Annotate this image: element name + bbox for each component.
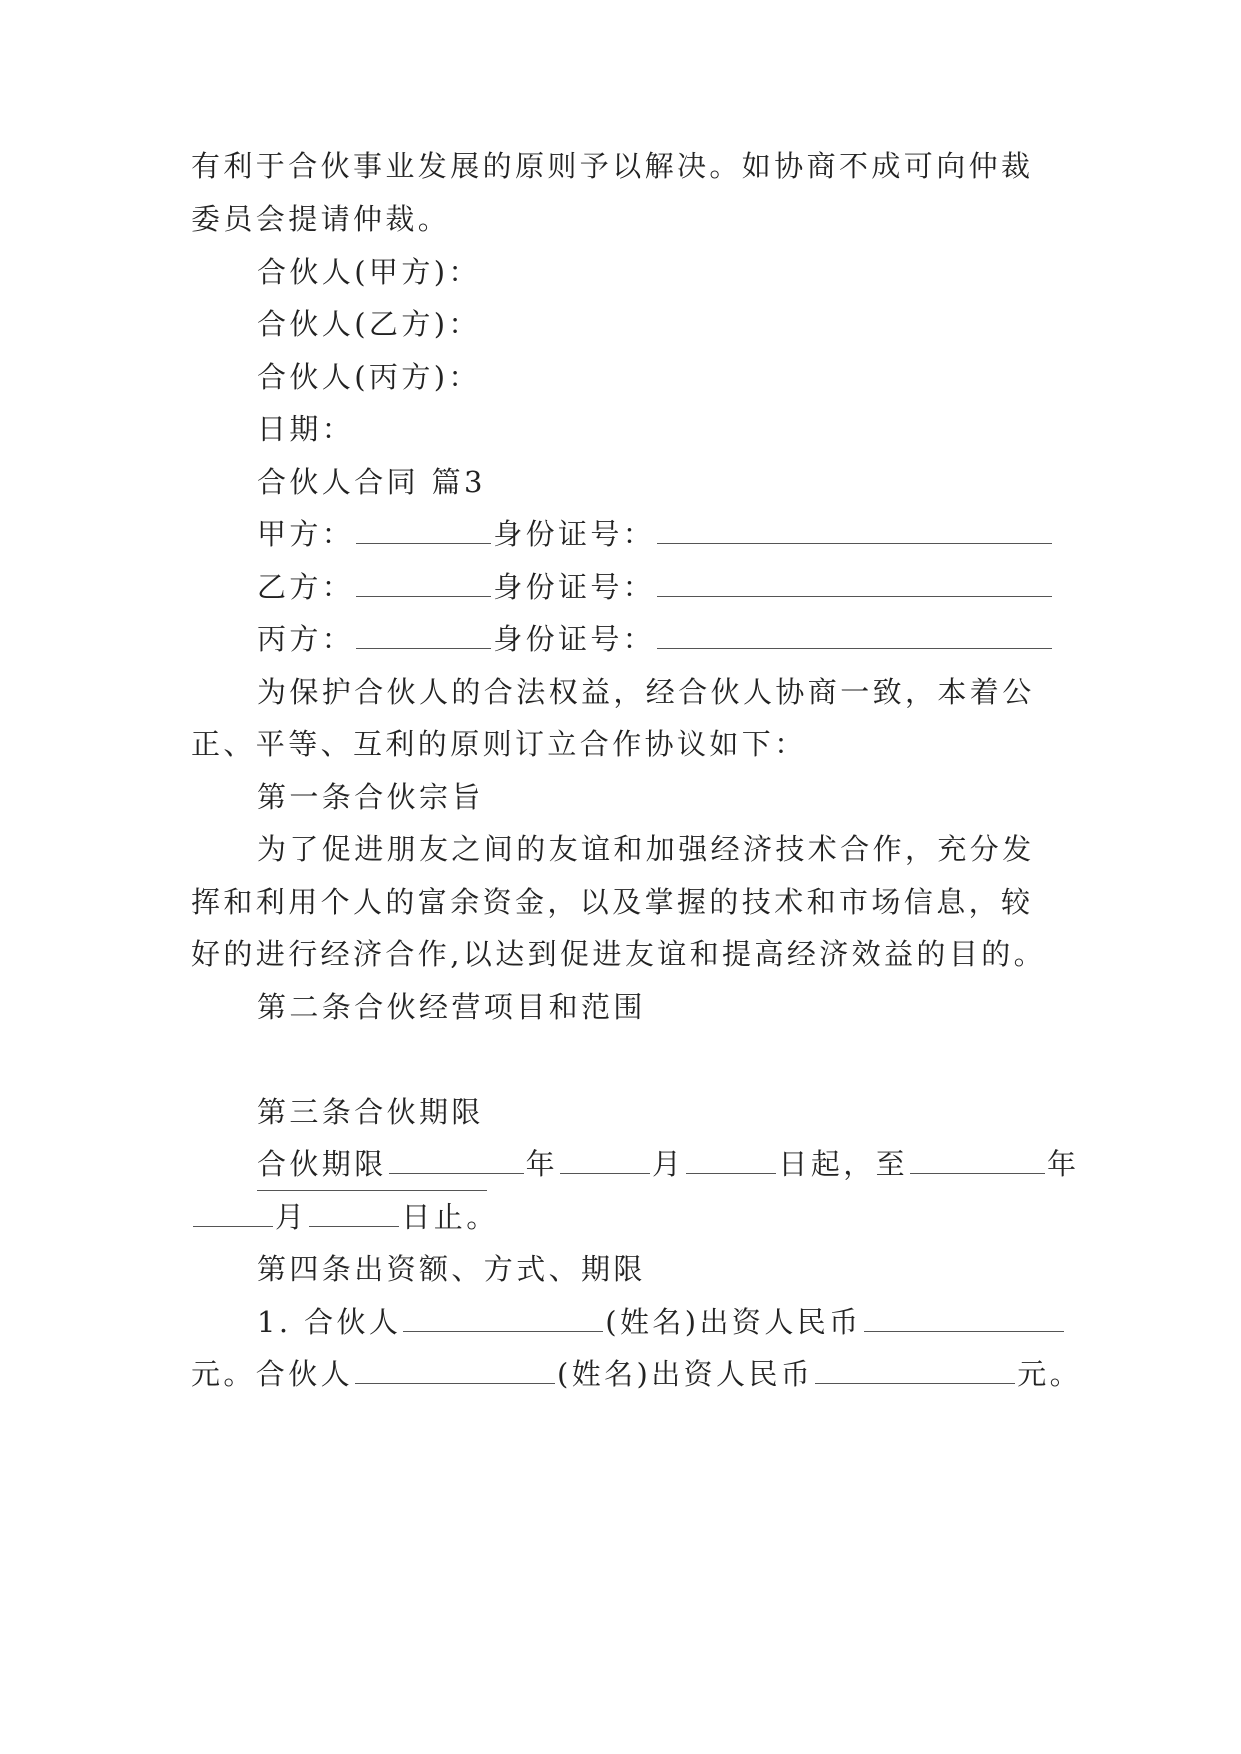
article-title: 第一条合伙宗旨 [257, 780, 484, 814]
investment-name-label: (姓名)出资人民币 [557, 1357, 814, 1391]
day-from-label: 日起，至 [778, 1147, 909, 1181]
party-b-id-blank [657, 588, 1052, 597]
party-c-line [257, 619, 1061, 659]
article-title: 第四条出资额、方式、期限 [257, 1252, 646, 1286]
month-label: 月 [275, 1200, 308, 1234]
paragraph-line: 为了促进朋友之间的友谊和加强经济技术合作，充分发 [257, 832, 1035, 866]
id-label: 身份证号： [493, 517, 656, 551]
start-year-blank [389, 1165, 524, 1174]
partner-name-blank [355, 1375, 555, 1384]
business-scope-blank [257, 1190, 487, 1191]
amount-blank [815, 1375, 1015, 1384]
id-label: 身份证号： [493, 570, 656, 604]
id-label: 身份证号： [493, 622, 656, 656]
party-b-line [257, 567, 1061, 607]
investment-name-label: (姓名)出资人民币 [605, 1305, 862, 1339]
start-month-blank [560, 1165, 650, 1174]
signature-partner-b: 合伙人(乙方)： [257, 307, 481, 341]
end-day-blank [309, 1218, 399, 1227]
signature-date: 日期： [257, 412, 355, 446]
party-c-id-blank [657, 640, 1052, 649]
section-heading: 合伙人合同 篇3 [257, 465, 486, 499]
term-line [257, 1144, 1080, 1184]
year-label: 年 [1047, 1147, 1080, 1181]
investment-label: 1. 合伙人 [257, 1305, 402, 1339]
partner-name-blank [403, 1323, 603, 1332]
party-a-line [257, 514, 1061, 554]
signature-partner-a: 合伙人(甲方)： [257, 255, 481, 289]
term-line-end [191, 1197, 1061, 1237]
paragraph-line: 为保护合伙人的合法权益，经合伙人协商一致，本着公 [257, 675, 1035, 709]
day-to-label: 日止。 [401, 1200, 499, 1234]
investment-line [257, 1302, 1061, 1342]
party-c-name-blank [356, 640, 491, 649]
year-label: 年 [525, 1147, 559, 1181]
end-month-blank [193, 1218, 273, 1227]
article-title: 第三条合伙期限 [257, 1095, 484, 1129]
paragraph-line: 好的进行经济合作,以达到促进友谊和提高经济效益的目的。 [191, 937, 1047, 971]
party-b-label: 乙方： [257, 570, 355, 604]
yuan-label: 元。 [1017, 1357, 1083, 1391]
start-day-blank [686, 1165, 776, 1174]
party-a-label: 甲方： [257, 517, 355, 551]
party-a-name-blank [356, 535, 491, 544]
signature-partner-c: 合伙人(丙方)： [257, 360, 481, 394]
paragraph-line: 委员会提请仲裁。 [191, 202, 451, 236]
paragraph-line: 挥和利用个人的富余资金，以及掌握的技术和市场信息，较 [191, 885, 1034, 919]
month-label: 月 [652, 1147, 685, 1181]
article-title: 第二条合伙经营项目和范围 [257, 990, 646, 1024]
party-c-label: 丙方： [257, 622, 355, 656]
paragraph-line: 有利于合伙事业发展的原则予以解决。如协商不成可向仲裁 [191, 149, 1034, 183]
paragraph-line: 正、平等、互利的原则订立合作协议如下： [191, 727, 807, 761]
yuan-partner-label: 元。合伙人 [191, 1357, 354, 1391]
party-a-id-blank [657, 535, 1052, 544]
end-year-blank [910, 1165, 1045, 1174]
party-b-name-blank [356, 588, 491, 597]
term-label: 合伙期限 [257, 1147, 387, 1181]
investment-line [191, 1354, 1083, 1394]
amount-blank [864, 1323, 1064, 1332]
